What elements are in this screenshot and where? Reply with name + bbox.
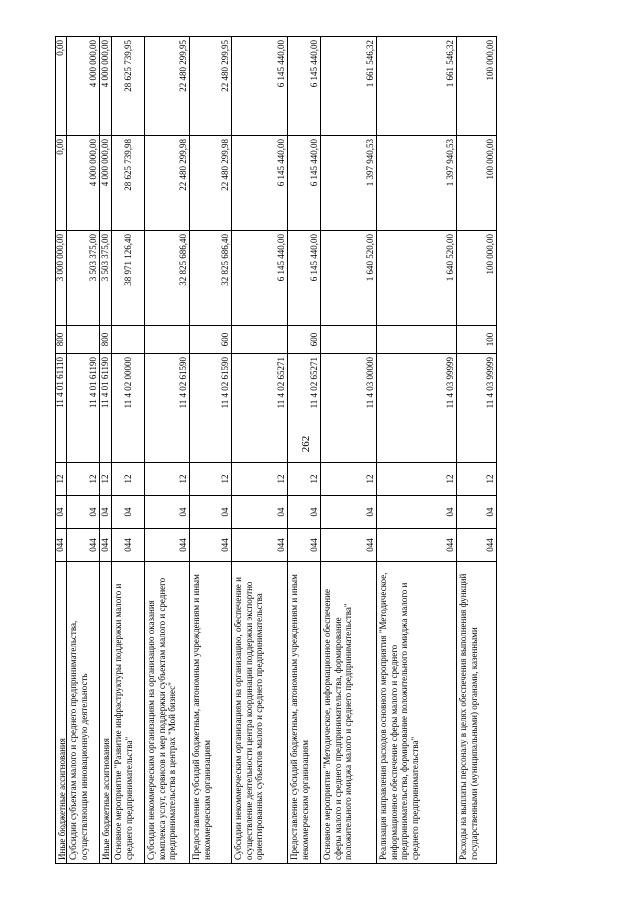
expense-type-cell — [232, 326, 287, 354]
amount-year1-cell: 1 640 520,00 — [321, 231, 376, 326]
subsection-cell: 12 — [232, 463, 287, 496]
amount-year3-cell: 0,00 — [56, 36, 66, 136]
amount-year2-cell: 6 145 440,00 — [232, 136, 287, 231]
table-row — [145, 36, 190, 864]
amount-year3-cell: 4 000 000,00 — [67, 36, 99, 136]
code-cell: 044 — [145, 529, 189, 562]
amount-year1-cell: 32 825 686,40 — [190, 231, 231, 326]
row-name-cell: Расходы на выплаты персоналу в целях обеспечения выполнения функций государственными (муниципальными) органами, казенными — [457, 562, 496, 864]
code-cell: 044 — [112, 529, 144, 562]
table-row — [112, 36, 145, 864]
amount-year2-cell: 22 480 299,98 — [190, 136, 231, 231]
table-row — [55, 36, 67, 864]
amount-year1-cell: 3 000 000,00 — [56, 231, 66, 326]
subsection-cell: 12 — [112, 463, 144, 496]
section-cell: 04 — [321, 496, 376, 529]
article-cell: 11 4 02 00000 — [112, 354, 144, 463]
table-row — [321, 36, 377, 864]
table-row — [288, 36, 321, 864]
section-cell: 04 — [145, 496, 189, 529]
row-name-cell: Предоставление субсидий бюджетным, автономным учреждениям и иным некоммерческим организациям — [190, 562, 231, 864]
expense-type-cell: 600 — [288, 326, 320, 354]
amount-year3-cell: 28 625 739,95 — [112, 36, 144, 136]
section-cell: 04 — [112, 496, 144, 529]
expense-type-cell: 800 — [56, 326, 66, 354]
budget-table-frame — [55, 36, 592, 864]
amount-year2-cell: 1 397 940,53 — [321, 136, 376, 231]
row-name-cell: Субсидии субъектам малого и среднего предпринимательства, осуществляющим инновационную деятельность — [67, 562, 99, 864]
row-name-cell: Субсидии некоммерческим организациям на организацию, обеспечение и осуществление деятельности центра координации поддержки экспортно ориентированных субъектов малого и среднего предпринимательства — [232, 562, 287, 864]
section-cell: 04 — [232, 496, 287, 529]
section-cell: 04 — [377, 496, 456, 529]
article-cell: 11 4 01 61110 — [56, 354, 66, 463]
amount-year2-cell: 0,00 — [56, 136, 66, 231]
amount-year3-cell: 22 480 299,95 — [190, 36, 231, 136]
section-cell: 04 — [457, 496, 496, 529]
expense-type-cell — [67, 326, 99, 354]
expense-type-cell — [377, 326, 456, 354]
subsection-cell: 12 — [145, 463, 189, 496]
article-cell: 11 4 02 61590 — [190, 354, 231, 463]
amount-year3-cell: 6 145 440,00 — [288, 36, 320, 136]
table-row — [190, 36, 232, 864]
expense-type-cell: 100 — [457, 326, 496, 354]
subsection-cell: 12 — [67, 463, 99, 496]
amount-year3-cell: 1 661 546,32 — [377, 36, 456, 136]
row-name-cell: Основное мероприятие "Развитие инфраструктуры поддержки малого и среднего предпринимательства" — [112, 562, 144, 864]
code-cell: 044 — [67, 529, 99, 562]
amount-year3-cell: 100 000,00 — [457, 36, 496, 136]
section-cell: 04 — [56, 496, 66, 529]
budget-table — [55, 36, 592, 864]
table-row — [232, 36, 288, 864]
amount-year2-cell: 22 480 299,98 — [145, 136, 189, 231]
table-row — [377, 36, 457, 864]
amount-year1-cell: 38 971 126,40 — [112, 231, 144, 326]
amount-year3-cell: 1 661 546,32 — [321, 36, 376, 136]
amount-year1-cell: 6 145 440,00 — [288, 231, 320, 326]
table-row — [100, 36, 112, 864]
code-cell: 044 — [288, 529, 320, 562]
article-cell: 11 4 01 61190 — [100, 354, 111, 463]
article-cell: 11 4 03 99999 — [457, 354, 496, 463]
amount-year2-cell: 100 000,00 — [457, 136, 496, 231]
subsection-cell: 12 — [288, 463, 320, 496]
expense-type-cell — [112, 326, 144, 354]
row-name-cell: Реализация направления расходов основного мероприятия "Методическое, информационное обеспечение сферы малого и среднего предпринимательства, формирование положительного имиджа малого и среднего предпринимательства" — [377, 562, 456, 864]
section-cell: 04 — [190, 496, 231, 529]
expense-type-cell — [145, 326, 189, 354]
amount-year1-cell: 32 825 686,40 — [145, 231, 189, 326]
table-row — [457, 36, 497, 864]
subsection-cell: 12 — [100, 463, 111, 496]
row-name-cell: Основное мероприятие "Методическое, информационное обеспечение сферы малого и среднего предпринимательства, формирование положительного имиджа малого и среднего предпринимательства" — [321, 562, 376, 864]
code-cell: 044 — [232, 529, 287, 562]
amount-year2-cell: 28 625 739,98 — [112, 136, 144, 231]
section-cell: 04 — [100, 496, 111, 529]
row-name-cell: Иные бюджетные ассигнования — [100, 562, 111, 864]
expense-type-cell: 600 — [190, 326, 231, 354]
amount-year1-cell: 6 145 440,00 — [232, 231, 287, 326]
page-number: 262 — [300, 435, 312, 453]
amount-year1-cell: 1 640 520,00 — [377, 231, 456, 326]
amount-year1-cell: 3 503 375,00 — [67, 231, 99, 326]
code-cell: 044 — [377, 529, 456, 562]
expense-type-cell — [321, 326, 376, 354]
amount-year2-cell: 4 000 000,00 — [100, 136, 111, 231]
article-cell: 11 4 03 00000 — [321, 354, 376, 463]
table-row — [67, 36, 100, 864]
amount-year2-cell: 1 397 940,53 — [377, 136, 456, 231]
amount-year2-cell: 4 000 000,00 — [67, 136, 99, 231]
article-cell: 11 4 03 99999 — [377, 354, 456, 463]
code-cell: 044 — [100, 529, 111, 562]
code-cell: 044 — [190, 529, 231, 562]
amount-year3-cell: 4 000 000,00 — [100, 36, 111, 136]
amount-year2-cell: 6 145 440,00 — [288, 136, 320, 231]
section-cell: 04 — [288, 496, 320, 529]
amount-year3-cell: 22 480 299,95 — [145, 36, 189, 136]
article-cell: 11 4 02 65271 — [232, 354, 287, 463]
subsection-cell: 12 — [321, 463, 376, 496]
amount-year1-cell: 3 503 375,00 — [100, 231, 111, 326]
code-cell: 044 — [56, 529, 66, 562]
code-cell: 044 — [457, 529, 496, 562]
expense-type-cell: 800 — [100, 326, 111, 354]
article-cell: 11 4 02 61590 — [145, 354, 189, 463]
subsection-cell: 12 — [190, 463, 231, 496]
article-cell: 11 4 01 61190 — [67, 354, 99, 463]
section-cell: 04 — [67, 496, 99, 529]
amount-year3-cell: 6 145 440,00 — [232, 36, 287, 136]
row-name-cell: Субсидии некоммерческим организациям на организацию оказания комплекса услуг, сервисов и мер поддержки субъектам малого и среднего предпринимательства в центрах "Мой бизнес" — [145, 562, 189, 864]
row-name-cell: Иные бюджетные ассигнования — [56, 562, 66, 864]
subsection-cell: 12 — [56, 463, 66, 496]
amount-year1-cell: 100 000,00 — [457, 231, 496, 326]
subsection-cell: 12 — [377, 463, 456, 496]
subsection-cell: 12 — [457, 463, 496, 496]
article-cell: 11 4 02 65271 — [288, 354, 320, 463]
code-cell: 044 — [321, 529, 376, 562]
row-name-cell: Предоставление субсидий бюджетным, автономным учреждениям и иным некоммерческим организациям — [288, 562, 320, 864]
